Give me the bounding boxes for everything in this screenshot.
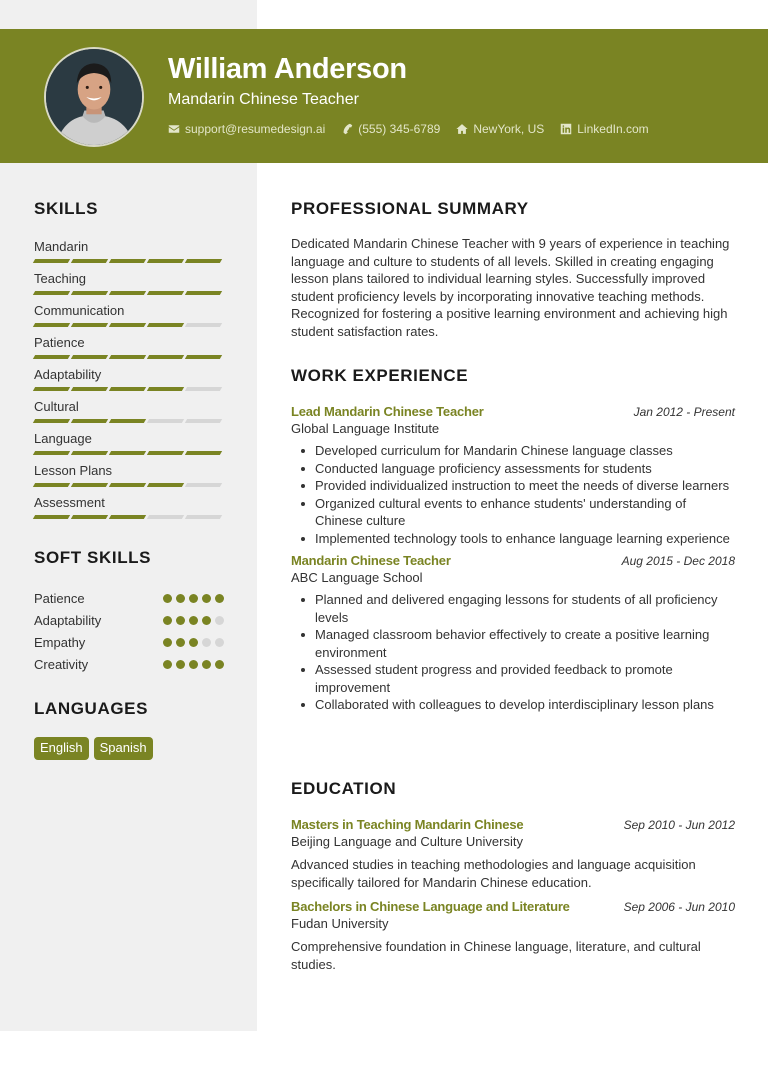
level-segment-filled bbox=[33, 323, 70, 327]
level-segment-filled bbox=[147, 259, 184, 263]
skill-level-bar bbox=[34, 323, 224, 327]
rating-dot-filled bbox=[202, 594, 211, 603]
job-bullets bbox=[291, 591, 735, 714]
skill-label: Teaching bbox=[34, 271, 87, 286]
job-entry bbox=[291, 553, 735, 714]
home-icon bbox=[456, 123, 468, 135]
level-segment-filled bbox=[71, 387, 108, 391]
rating-dot-filled bbox=[176, 594, 185, 603]
education-date: Sep 2006 - Jun 2010 bbox=[623, 900, 735, 914]
skill-item bbox=[34, 239, 224, 271]
skills-list bbox=[34, 239, 224, 527]
soft-skill-label: Empathy bbox=[34, 634, 86, 650]
job-title: Mandarin Chinese Teacher bbox=[291, 553, 451, 568]
rating-dot-empty bbox=[202, 638, 211, 647]
rating-dot-filled bbox=[202, 616, 211, 625]
level-segment-filled bbox=[185, 451, 222, 455]
level-segment-filled bbox=[185, 355, 222, 359]
skill-item bbox=[34, 303, 224, 335]
level-segment-filled bbox=[71, 451, 108, 455]
level-segment-filled bbox=[147, 323, 184, 327]
languages-heading: LANGUAGES bbox=[34, 699, 149, 718]
phone-icon bbox=[341, 123, 353, 135]
job-header bbox=[291, 553, 735, 568]
rating-dot-filled bbox=[163, 638, 172, 647]
contact-linkedin[interactable] bbox=[560, 122, 648, 136]
level-segment-empty bbox=[185, 515, 222, 519]
soft-skill-label: Creativity bbox=[34, 656, 89, 672]
level-segment-filled bbox=[109, 323, 146, 327]
level-segment-filled bbox=[147, 387, 184, 391]
soft-skill-rating bbox=[163, 638, 224, 647]
contact-linkedin-text: LinkedIn.com bbox=[577, 122, 649, 136]
skill-level-bar bbox=[34, 419, 224, 423]
job-entry bbox=[291, 404, 735, 547]
rating-dot-filled bbox=[176, 660, 185, 669]
skill-item bbox=[34, 399, 224, 431]
experience-heading: WORK EXPERIENCE bbox=[291, 366, 469, 385]
job-organization: ABC Language School bbox=[291, 570, 423, 585]
rating-dot-filled bbox=[202, 660, 211, 669]
skill-level-bar bbox=[34, 451, 224, 455]
soft-skill-rating bbox=[163, 594, 224, 603]
level-segment-filled bbox=[71, 419, 108, 423]
contact-location bbox=[456, 122, 544, 136]
level-segment-filled bbox=[109, 355, 146, 359]
level-segment-filled bbox=[33, 259, 70, 263]
rating-dot-filled bbox=[189, 616, 198, 625]
soft-skill-item bbox=[34, 653, 224, 675]
level-segment-filled bbox=[71, 355, 108, 359]
contact-phone-text: (555) 345-6789 bbox=[358, 122, 441, 136]
level-segment-filled bbox=[33, 387, 70, 391]
language-tags bbox=[34, 737, 224, 760]
skill-label: Language bbox=[34, 431, 92, 446]
education-heading: EDUCATION bbox=[291, 779, 397, 798]
rating-dot-filled bbox=[176, 638, 185, 647]
skill-level-bar bbox=[34, 355, 224, 359]
level-segment-empty bbox=[185, 483, 222, 487]
envelope-icon bbox=[168, 123, 180, 135]
job-bullet: Conducted language proficiency assessments for students bbox=[315, 460, 735, 478]
job-bullet: Planned and delivered engaging lessons for students of all proficiency levels bbox=[315, 591, 735, 626]
school-name: Beijing Language and Culture University bbox=[291, 834, 523, 849]
level-segment-filled bbox=[109, 259, 146, 263]
skill-label: Assessment bbox=[34, 495, 105, 510]
level-segment-filled bbox=[147, 451, 184, 455]
rating-dot-filled bbox=[163, 616, 172, 625]
job-organization: Global Language Institute bbox=[291, 421, 440, 436]
soft-skill-item bbox=[34, 631, 224, 653]
candidate-role: Mandarin Chinese Teacher bbox=[168, 91, 359, 108]
level-segment-filled bbox=[33, 451, 70, 455]
skill-item bbox=[34, 335, 224, 367]
level-segment-filled bbox=[71, 515, 108, 519]
languages-section bbox=[34, 699, 224, 760]
soft-skill-item bbox=[34, 587, 224, 609]
rating-dot-filled bbox=[189, 594, 198, 603]
level-segment-filled bbox=[147, 291, 184, 295]
level-segment-filled bbox=[33, 515, 70, 519]
level-segment-filled bbox=[147, 355, 184, 359]
education-header bbox=[291, 899, 735, 914]
job-bullet: Managed classroom behavior effectively to create a positive learning environment bbox=[315, 626, 735, 661]
skill-level-bar bbox=[34, 259, 224, 263]
skill-level-bar bbox=[34, 387, 224, 391]
degree-title: Bachelors in Chinese Language and Literature bbox=[291, 899, 570, 914]
level-segment-filled bbox=[33, 355, 70, 359]
rating-dot-filled bbox=[189, 660, 198, 669]
contact-location-text: NewYork, US bbox=[473, 122, 545, 136]
level-segment-empty bbox=[147, 419, 184, 423]
skill-level-bar bbox=[34, 291, 224, 295]
skill-label: Adaptability bbox=[34, 367, 102, 382]
contact-phone[interactable] bbox=[341, 122, 440, 136]
skill-label: Lesson Plans bbox=[34, 463, 113, 478]
rating-dot-filled bbox=[215, 594, 224, 603]
school-name: Fudan University bbox=[291, 916, 389, 931]
level-segment-filled bbox=[33, 483, 70, 487]
level-segment-filled bbox=[109, 451, 146, 455]
summary-heading: PROFESSIONAL SUMMARY bbox=[291, 199, 529, 218]
level-segment-filled bbox=[147, 483, 184, 487]
level-segment-empty bbox=[185, 419, 222, 423]
language-tag: Spanish bbox=[94, 737, 153, 760]
contact-list bbox=[168, 122, 649, 136]
rating-dot-filled bbox=[163, 660, 172, 669]
skill-level-bar bbox=[34, 515, 224, 519]
level-segment-filled bbox=[71, 291, 108, 295]
soft-skills-heading: SOFT SKILLS bbox=[34, 548, 152, 567]
level-segment-filled bbox=[109, 419, 146, 423]
level-segment-empty bbox=[185, 387, 222, 391]
candidate-name: William Anderson bbox=[168, 53, 407, 85]
level-segment-filled bbox=[109, 291, 146, 295]
skills-section bbox=[34, 199, 224, 527]
soft-skills-list bbox=[34, 587, 224, 675]
level-segment-empty bbox=[185, 323, 222, 327]
skill-label: Mandarin bbox=[34, 239, 89, 254]
skill-label: Cultural bbox=[34, 399, 79, 414]
level-segment-filled bbox=[109, 483, 146, 487]
rating-dot-empty bbox=[215, 616, 224, 625]
level-segment-filled bbox=[109, 387, 146, 391]
degree-title: Masters in Teaching Mandarin Chinese bbox=[291, 817, 524, 832]
level-segment-filled bbox=[71, 323, 108, 327]
job-bullet: Provided individualized instruction to meet the needs of diverse learners bbox=[315, 477, 735, 495]
rating-dot-filled bbox=[176, 616, 185, 625]
rating-dot-empty bbox=[215, 638, 224, 647]
skills-heading: SKILLS bbox=[34, 199, 99, 218]
soft-skill-label: Patience bbox=[34, 590, 85, 606]
header-banner bbox=[0, 29, 768, 163]
rating-dot-filled bbox=[215, 660, 224, 669]
level-segment-filled bbox=[71, 259, 108, 263]
avatar bbox=[44, 47, 144, 147]
skill-item bbox=[34, 495, 224, 527]
profile-photo bbox=[46, 49, 142, 145]
contact-email[interactable] bbox=[168, 122, 325, 136]
soft-skill-rating bbox=[163, 616, 224, 625]
job-bullet: Developed curriculum for Mandarin Chinese language classes bbox=[315, 442, 735, 460]
skill-item bbox=[34, 271, 224, 303]
level-segment-filled bbox=[109, 515, 146, 519]
job-bullet: Assessed student progress and provided feedback to promote improvement bbox=[315, 661, 735, 696]
level-segment-filled bbox=[185, 259, 222, 263]
job-bullet: Organized cultural events to enhance students' understanding of Chinese culture bbox=[315, 495, 735, 530]
soft-skill-rating bbox=[163, 660, 224, 669]
skill-item bbox=[34, 431, 224, 463]
education-section bbox=[291, 779, 735, 981]
education-description: Advanced studies in teaching methodologies and language acquisition specifically tailored for Mandarin Chinese education. bbox=[291, 857, 696, 890]
language-tag: English bbox=[34, 737, 89, 760]
summary-text: Dedicated Mandarin Chinese Teacher with 9 years of experience in teaching language and culture to students of all levels. Skilled in creating engaging lesson plans tailored to individual learning styles. Successfully improved student proficiency levels by incorporating innovative teaching methods. Recognized for fostering a positive learning environment and achieving high student satisfaction rates. bbox=[291, 236, 730, 339]
job-bullet: Implemented technology tools to enhance language learning experience bbox=[315, 530, 735, 548]
rating-dot-filled bbox=[163, 594, 172, 603]
contact-email-text: support@resumedesign.ai bbox=[185, 122, 326, 136]
linkedin-icon bbox=[560, 123, 572, 135]
job-bullets bbox=[291, 442, 735, 547]
level-segment-filled bbox=[33, 419, 70, 423]
summary-section bbox=[291, 199, 735, 340]
level-segment-empty bbox=[147, 515, 184, 519]
soft-skills-section bbox=[34, 548, 224, 675]
level-segment-filled bbox=[185, 291, 222, 295]
skill-item bbox=[34, 367, 224, 399]
job-date: Jan 2012 - Present bbox=[633, 405, 735, 419]
rating-dot-filled bbox=[189, 638, 198, 647]
education-date: Sep 2010 - Jun 2012 bbox=[623, 818, 735, 832]
skill-label: Communication bbox=[34, 303, 125, 318]
soft-skill-item bbox=[34, 609, 224, 631]
experience-section bbox=[291, 366, 735, 720]
job-title: Lead Mandarin Chinese Teacher bbox=[291, 404, 484, 419]
education-description: Comprehensive foundation in Chinese language, literature, and cultural studies. bbox=[291, 939, 701, 972]
skill-item bbox=[34, 463, 224, 495]
soft-skill-label: Adaptability bbox=[34, 612, 102, 628]
job-date: Aug 2015 - Dec 2018 bbox=[621, 554, 735, 568]
level-segment-filled bbox=[71, 483, 108, 487]
education-entry bbox=[291, 899, 735, 973]
level-segment-filled bbox=[33, 291, 70, 295]
skill-level-bar bbox=[34, 483, 224, 487]
education-header bbox=[291, 817, 735, 832]
education-entry bbox=[291, 817, 735, 891]
job-header bbox=[291, 404, 735, 419]
job-bullet: Collaborated with colleagues to develop interdisciplinary lesson plans bbox=[315, 696, 735, 714]
skill-label: Patience bbox=[34, 335, 85, 350]
